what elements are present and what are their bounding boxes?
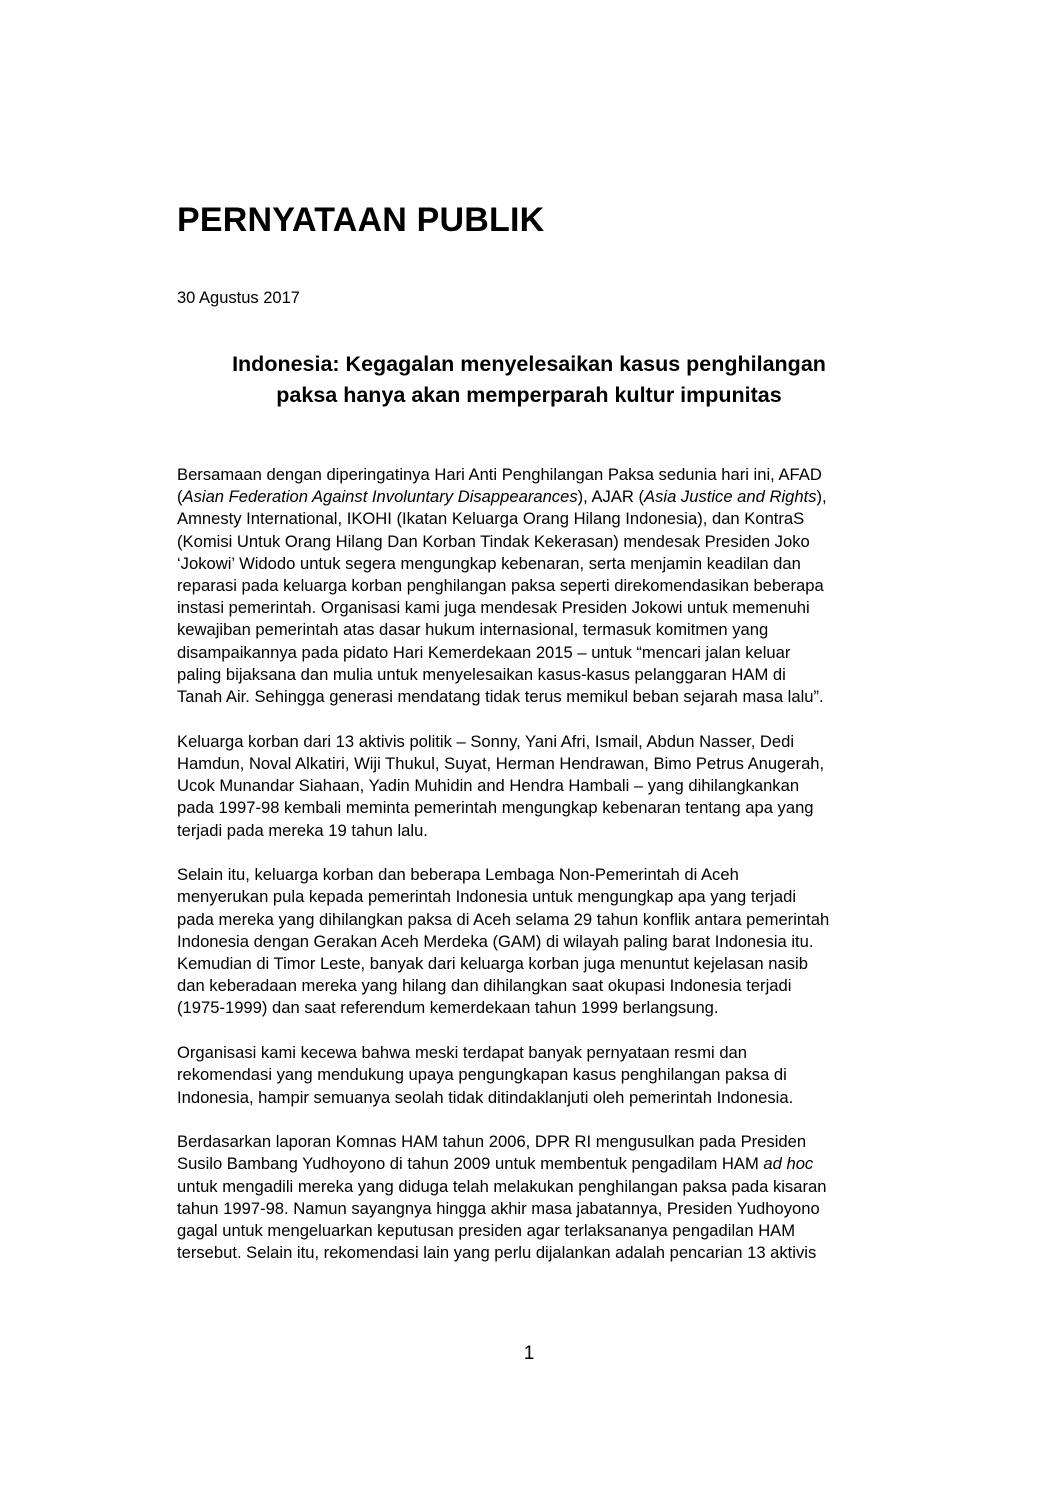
text-line: pada mereka yang dihilangkan paksa di Aceh selama 29 tahun konflik antara pemerintah [177,909,830,929]
text-line: Berdasarkan laporan Komnas HAM tahun 2006, DPR RI mengusulkan pada Presiden [177,1132,807,1152]
text-line: Ucok Munandar Siahaan, Yadin Muhidin and Hendra Hambali – yang dihilangkankan [177,776,800,796]
text-line: instasi pemerintah. Organisasi kami juga mendesak Presiden Jokowi untuk memenuhi [177,598,810,618]
text-line: gagal untuk mengeluarkan keputusan presiden agar terlaksananya pengadilan HAM [177,1221,796,1241]
text-line: Organisasi kami kecewa bahwa meski terdapat banyak pernyataan resmi dan [177,1043,748,1063]
text-line: Keluarga korban dari 13 aktivis politik – Sonny, Yani Afri, Ismail, Abdun Nasser, Dedi [177,731,795,751]
text-line: untuk mengadili mereka yang diduga telah melakukan penghilangan paksa pada kisaran [177,1176,827,1196]
document-date: 30 Agustus 2017 [177,289,300,307]
text-line: rekomendasi yang mendukung upaya pengungkapan kasus penghilangan paksa di [177,1065,787,1085]
text-line: (Komisi Untuk Orang Hilang Dan Korban Tindak Kekerasan) mendesak Presiden Joko [177,531,810,551]
text-line: tersebut. Selain itu, rekomendasi lain yang perlu dijalankan adalah pencarian 13 aktivis [177,1243,817,1263]
text-line: reparasi pada keluarga korban penghilangan paksa seperti direkomendasikan beberapa [177,576,824,596]
document-title [160,349,898,411]
title-line: Indonesia: Kegagalan menyelesaikan kasus penghilangan [232,352,826,376]
paragraph-1 [177,464,897,708]
text-line: dan keberadaan mereka yang hilang dan dihilangkan saat okupasi Indonesia terjadi [177,976,792,996]
text-line: ‘Jokowi’ Widodo untuk segera mengungkap kebenaran, serta menjamin keadilan dan [177,553,801,573]
paragraph-4 [177,1042,897,1109]
text-line: Indonesia dengan Gerakan Aceh Merdeka (GAM) di wilayah paling barat Indonesia itu. [177,931,814,951]
page-number: 1 [523,1343,535,1364]
text-line: (1975-1999) dan saat referendum kemerdekaan tahun 1999 berlangsung. [177,998,719,1018]
text-line: kewajiban pemerintah atas dasar hukum internasional, termasuk komitmen yang [177,620,769,640]
italic-run: Asia Justice and Rights [644,487,817,507]
text-line [177,486,897,508]
text-line [177,1153,897,1175]
text-line: Bersamaan dengan diperingatinya Hari Anti Penghilangan Paksa sedunia hari ini, AFAD [177,465,822,484]
text-line: disampaikannya pada pidato Hari Kemerdekaan 2015 – untuk “mencari jalan keluar [177,642,791,662]
text-line: Indonesia, hampir semuanya seolah tidak ditindaklanjuti oleh pemerintah Indonesia. [177,1087,794,1107]
text-line: menyerukan pula kepada pemerintah Indonesia untuk mengungkap apa yang terjadi [177,887,797,907]
text-run: Susilo Bambang Yudhoyono di tahun 2009 untuk membentuk pengadilam HAM [177,1154,764,1174]
paragraph-2 [177,731,897,842]
text-line: Selain itu, keluarga korban dan beberapa Lembaga Non-Pemerintah di Aceh [177,865,739,885]
text-line: terjadi pada mereka 19 tahun lalu. [177,820,428,840]
text-line: Amnesty International, IKOHI (Ikatan Keluarga Orang Hilang Indonesia), dan KontraS [177,509,805,529]
document-heading: PERNYATAAN PUBLIK [177,201,545,239]
italic-run: Asian Federation Against Involuntary Disappearances [182,487,578,507]
text-run: ), AJAR ( [577,487,645,507]
text-run: ( [177,487,183,507]
text-line: Hamdun, Noval Alkatiri, Wiji Thukul, Suyat, Herman Hendrawan, Bimo Petrus Anugerah, [177,753,825,773]
document-body [177,464,897,1287]
text-line: Tanah Air. Sehingga generasi mendatang tidak terus memikul beban sejarah masa lalu”. [177,687,824,707]
text-line: Kemudian di Timor Leste, banyak dari keluarga korban juga menuntut kejelasan nasib [177,954,808,974]
paragraph-5 [177,1131,897,1264]
text-run: ), [816,487,827,507]
text-line: pada 1997-98 kembali meminta pemerintah mengungkap kebenaran tentang apa yang [177,798,814,818]
italic-run: ad hoc [763,1154,814,1174]
paragraph-3 [177,864,897,1019]
title-line: paksa hanya akan memperparah kultur impunitas [276,383,782,407]
text-line: paling bijaksana dan mulia untuk menyelesaikan kasus-kasus pelanggaran HAM di [177,664,786,684]
text-line: tahun 1997-98. Namun sayangnya hingga akhir masa jabatannya, Presiden Yudhoyono [177,1198,820,1218]
